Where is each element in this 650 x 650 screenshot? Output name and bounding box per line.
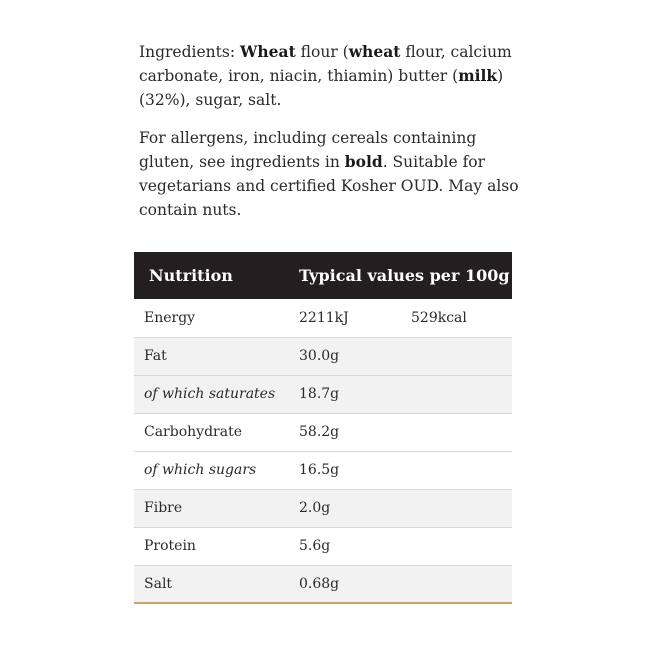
ingredients-text-part1: flour ( xyxy=(295,43,349,61)
nutrient-value: 58.2g xyxy=(299,424,340,440)
allergens-text xyxy=(139,126,519,222)
nutrient-name: Fibre xyxy=(144,500,183,516)
nutrient-value-secondary xyxy=(411,375,512,413)
nutrient-name: Carbohydrate xyxy=(144,424,242,440)
table-row xyxy=(134,375,512,413)
allergens-text-part2: . Suitable for vegetarians and certified Kosher OUD. May also contain nuts. xyxy=(139,153,519,219)
table-row xyxy=(134,565,512,603)
nutrient-name: of which saturates xyxy=(144,386,276,402)
nutrient-name: Energy xyxy=(144,309,196,326)
nutrient-name: of which sugars xyxy=(144,462,257,478)
table-row xyxy=(134,299,512,337)
allergens-bold-word: bold xyxy=(344,152,383,171)
nutrition-header-name: Nutrition xyxy=(149,266,233,285)
nutrient-value: 0.68g xyxy=(299,575,340,592)
nutrient-value-secondary xyxy=(411,489,512,527)
nutrient-value-secondary xyxy=(411,527,512,565)
table-row xyxy=(134,337,512,375)
allergens-text-part1: For allergens, including cereals containing gluten, see ingredients in xyxy=(139,129,477,171)
allergen-milk: milk xyxy=(458,66,498,85)
allergen-wheat-lower: wheat xyxy=(348,42,401,61)
ingredients-text-part3: ) (32%), sugar, salt. xyxy=(139,67,504,109)
table-row xyxy=(134,451,512,489)
nutrition-header-row xyxy=(134,252,512,299)
nutrient-name: Protein xyxy=(144,538,196,554)
ingredients-text xyxy=(139,40,519,112)
nutrient-name: Salt xyxy=(144,575,173,592)
nutrient-value: 30.0g xyxy=(299,348,340,364)
nutrient-value: 16.5g xyxy=(299,462,340,478)
ingredients-section xyxy=(139,40,519,222)
nutrient-value: 18.7g xyxy=(299,386,340,402)
nutrient-name: Fat xyxy=(144,348,167,364)
nutrient-value-secondary xyxy=(411,337,512,375)
nutrient-value: 2.0g xyxy=(299,500,331,516)
ingredients-label: Ingredients: xyxy=(139,43,236,61)
nutrient-value: 2211kJ xyxy=(299,309,349,326)
allergen-wheat: Wheat xyxy=(240,42,296,61)
nutrient-value-secondary xyxy=(411,413,512,451)
nutrient-value-secondary: 529kcal xyxy=(411,309,467,326)
nutrient-value: 5.6g xyxy=(299,538,331,554)
table-row xyxy=(134,413,512,451)
nutrient-value-secondary xyxy=(411,451,512,489)
table-row xyxy=(134,489,512,527)
table-row xyxy=(134,527,512,565)
nutrient-value-secondary xyxy=(411,565,512,603)
nutrition-header-values: Typical values per 100g xyxy=(299,266,510,285)
nutrition-table xyxy=(134,252,512,604)
ingredients-text-part2: flour, calcium carbonate, iron, niacin, thiamin) butter ( xyxy=(139,43,512,85)
